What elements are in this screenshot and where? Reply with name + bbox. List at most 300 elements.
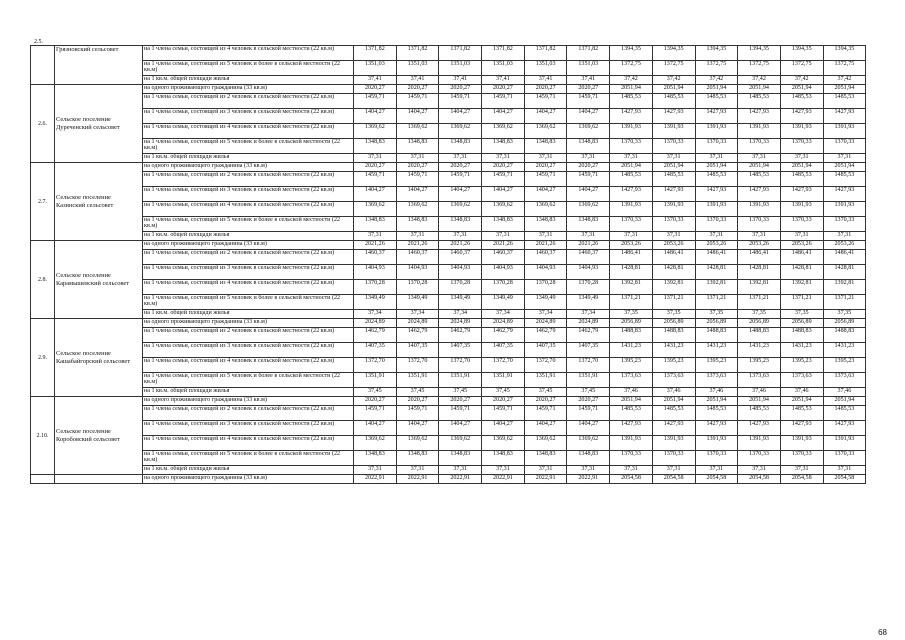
value-cell: 1392,81 xyxy=(780,280,823,295)
category-cell: на 1 члена семьи, состоящей из 5 человек и более в сельской местности (22 кв.м) xyxy=(143,295,354,310)
value-cell: 1404,27 xyxy=(524,187,567,202)
table-row xyxy=(31,250,866,265)
value-cell: 1348,83 xyxy=(482,217,525,232)
value-cell: 37,41 xyxy=(482,76,525,85)
value-cell: 2051,94 xyxy=(610,85,653,94)
value-cell: 1370,33 xyxy=(610,217,653,232)
value-cell: 1427,93 xyxy=(780,187,823,202)
value-cell: 37,42 xyxy=(652,76,695,85)
value-cell: 1369,62 xyxy=(567,202,610,217)
value-cell: 1407,35 xyxy=(354,343,397,358)
value-cell: 1460,37 xyxy=(524,250,567,265)
value-cell: 1349,49 xyxy=(482,295,525,310)
value-cell: 37,45 xyxy=(567,388,610,397)
value-cell: 1391,93 xyxy=(695,124,738,139)
section-number: 2.10. xyxy=(31,397,55,475)
value-cell: 2024,89 xyxy=(524,319,567,328)
table-row xyxy=(31,421,866,436)
value-cell: 1404,93 xyxy=(567,265,610,280)
value-cell: 1391,93 xyxy=(780,436,823,451)
table-row xyxy=(31,397,866,406)
value-cell: 37,31 xyxy=(482,232,525,241)
value-cell: 1351,03 xyxy=(396,61,439,76)
value-cell: 1404,93 xyxy=(524,265,567,280)
table-row xyxy=(31,94,866,109)
value-cell: 1404,93 xyxy=(354,265,397,280)
value-cell: 1351,91 xyxy=(439,373,482,388)
value-cell: 2020,27 xyxy=(482,163,525,172)
value-cell: 1348,83 xyxy=(567,217,610,232)
value-cell: 1348,83 xyxy=(439,217,482,232)
value-cell: 2021,26 xyxy=(524,241,567,250)
value-cell: 1460,37 xyxy=(439,250,482,265)
value-cell: 1349,49 xyxy=(524,295,567,310)
value-cell: 37,42 xyxy=(738,76,781,85)
value-cell: 1369,62 xyxy=(396,436,439,451)
table-row xyxy=(31,343,866,358)
value-cell: 1459,71 xyxy=(396,172,439,187)
category-cell: на 1 кв.м. общей площади жилья xyxy=(143,310,354,319)
value-cell: 2051,94 xyxy=(652,85,695,94)
table-row xyxy=(31,406,866,421)
value-cell: 1431,23 xyxy=(610,343,653,358)
value-cell: 1462,79 xyxy=(354,328,397,343)
table-row xyxy=(31,61,866,76)
settlement-name: Сельское поселение Коробовский сельсовет xyxy=(55,397,143,475)
table-row xyxy=(31,187,866,202)
value-cell: 1427,93 xyxy=(823,109,866,124)
value-cell: 1486,41 xyxy=(823,250,866,265)
value-cell: 1431,23 xyxy=(823,343,866,358)
value-cell: 2021,26 xyxy=(354,241,397,250)
value-cell: 37,34 xyxy=(396,310,439,319)
value-cell: 1371,21 xyxy=(823,295,866,310)
table-row xyxy=(31,172,866,187)
value-cell: 2022,91 xyxy=(396,475,439,484)
value-cell: 1369,62 xyxy=(354,436,397,451)
value-cell: 1369,62 xyxy=(482,124,525,139)
table-row xyxy=(31,310,866,319)
value-cell: 1349,49 xyxy=(567,295,610,310)
value-cell: 1404,27 xyxy=(567,421,610,436)
value-cell: 1404,27 xyxy=(439,187,482,202)
value-cell: 1348,83 xyxy=(439,451,482,466)
value-cell: 1351,91 xyxy=(354,373,397,388)
value-cell: 2022,91 xyxy=(354,475,397,484)
category-cell: на 1 кв.м. общей площади жилья xyxy=(143,76,354,85)
category-cell: на 1 члена семьи, состоящей из 3 человек в сельской местности (22 кв.м) xyxy=(143,265,354,280)
value-cell: 1488,83 xyxy=(823,328,866,343)
category-cell: на 1 члена семьи, состоящей из 4 человек в сельской местности (22 кв.м) xyxy=(143,436,354,451)
value-cell: 1348,83 xyxy=(396,139,439,154)
category-cell: на 1 члена семьи, состоящей из 5 человек и более в сельской местности (22 кв.м) xyxy=(143,139,354,154)
value-cell: 37,31 xyxy=(610,154,653,163)
value-cell: 1486,41 xyxy=(738,250,781,265)
value-cell: 1369,62 xyxy=(482,436,525,451)
category-cell: на 1 кв.м. общей площади жилья xyxy=(143,232,354,241)
settlement-name xyxy=(55,475,143,484)
value-cell: 1459,71 xyxy=(439,406,482,421)
category-cell: на 1 члена семьи, состоящей из 2 человек в сельской местности (22 кв.м) xyxy=(143,406,354,421)
value-cell: 37,45 xyxy=(439,388,482,397)
value-cell: 2020,27 xyxy=(524,85,567,94)
value-cell: 1462,79 xyxy=(439,328,482,343)
value-cell: 1394,35 xyxy=(610,46,653,61)
value-cell: 37,31 xyxy=(524,466,567,475)
value-cell: 2020,27 xyxy=(396,397,439,406)
value-cell: 1485,53 xyxy=(780,406,823,421)
value-cell: 1372,70 xyxy=(482,358,525,373)
value-cell: 1404,27 xyxy=(567,109,610,124)
value-cell: 1369,62 xyxy=(567,436,610,451)
value-cell: 1369,62 xyxy=(396,202,439,217)
category-cell: на одного проживающего гражданина (33 кв.м) xyxy=(143,397,354,406)
value-cell: 1486,41 xyxy=(780,250,823,265)
value-cell: 1459,71 xyxy=(439,172,482,187)
value-cell: 1370,28 xyxy=(482,280,525,295)
value-cell: 1459,71 xyxy=(524,172,567,187)
value-cell: 2020,27 xyxy=(524,397,567,406)
value-cell: 1427,93 xyxy=(652,421,695,436)
category-cell: на 1 члена семьи, состоящей из 5 человек и более в сельской местности (22 кв.м) xyxy=(143,217,354,232)
value-cell: 1370,33 xyxy=(823,217,866,232)
value-cell: 1370,33 xyxy=(780,451,823,466)
value-cell: 2022,91 xyxy=(439,475,482,484)
category-cell: на 1 члена семьи, состоящей из 2 человек в сельской местности (22 кв.м) xyxy=(143,94,354,109)
value-cell: 1370,33 xyxy=(652,217,695,232)
value-cell: 2051,94 xyxy=(738,85,781,94)
category-cell: на 1 члена семьи, состоящей из 5 человек и более в сельской местности (22 кв.м) xyxy=(143,451,354,466)
table-row xyxy=(31,475,866,484)
value-cell: 1460,37 xyxy=(354,250,397,265)
value-cell: 1459,71 xyxy=(354,172,397,187)
value-cell: 1391,93 xyxy=(695,436,738,451)
value-cell: 37,31 xyxy=(738,466,781,475)
value-cell: 1370,33 xyxy=(610,451,653,466)
value-cell: 2051,94 xyxy=(780,397,823,406)
category-cell: на 1 члена семьи, состоящей из 5 человек и более в сельской местности (22 кв.м) xyxy=(143,373,354,388)
value-cell: 37,31 xyxy=(567,154,610,163)
value-cell: 1485,53 xyxy=(780,94,823,109)
settlement-name: Сельское поселение Кашабайгорский сельсовет xyxy=(55,319,143,397)
table-row xyxy=(31,85,866,94)
value-cell: 37,31 xyxy=(652,154,695,163)
value-cell: 1459,71 xyxy=(567,172,610,187)
value-cell: 37,31 xyxy=(652,232,695,241)
value-cell: 37,35 xyxy=(652,310,695,319)
value-cell: 1428,81 xyxy=(695,265,738,280)
value-cell: 1428,81 xyxy=(738,265,781,280)
value-cell: 1369,62 xyxy=(524,202,567,217)
value-cell: 1427,93 xyxy=(652,109,695,124)
value-cell: 1371,82 xyxy=(524,46,567,61)
value-cell: 1348,83 xyxy=(396,451,439,466)
value-cell: 1485,53 xyxy=(738,172,781,187)
settlement-name: Сельское поселение Дуреченский сельсовет xyxy=(55,85,143,163)
value-cell: 1371,82 xyxy=(354,46,397,61)
value-cell: 1369,62 xyxy=(524,124,567,139)
value-cell: 1370,28 xyxy=(354,280,397,295)
value-cell: 37,45 xyxy=(524,388,567,397)
value-cell: 1348,83 xyxy=(439,139,482,154)
value-cell: 37,46 xyxy=(695,388,738,397)
value-cell: 1427,93 xyxy=(780,421,823,436)
value-cell: 37,42 xyxy=(823,76,866,85)
value-cell: 1459,71 xyxy=(482,94,525,109)
value-cell: 37,31 xyxy=(396,466,439,475)
value-cell: 1351,91 xyxy=(567,373,610,388)
value-cell: 1485,53 xyxy=(823,94,866,109)
value-cell: 37,45 xyxy=(482,388,525,397)
value-cell: 2020,27 xyxy=(354,397,397,406)
value-cell: 1404,27 xyxy=(439,421,482,436)
value-cell: 37,46 xyxy=(823,388,866,397)
value-cell: 1369,62 xyxy=(354,202,397,217)
settlement-name: Сельское поселение Казинский сельсовет xyxy=(55,163,143,241)
value-cell: 1370,28 xyxy=(439,280,482,295)
table-row xyxy=(31,232,866,241)
value-cell: 1348,83 xyxy=(524,451,567,466)
category-cell: на 1 члена семьи, состоящей из 2 человек в сельской местности (22 кв.м) xyxy=(143,250,354,265)
value-cell: 37,31 xyxy=(524,232,567,241)
value-cell: 1394,35 xyxy=(738,46,781,61)
table-row xyxy=(31,280,866,295)
value-cell: 2054,58 xyxy=(738,475,781,484)
value-cell: 1392,81 xyxy=(738,280,781,295)
value-cell: 1427,93 xyxy=(610,187,653,202)
table-row xyxy=(31,319,866,328)
value-cell: 1391,93 xyxy=(780,124,823,139)
section-number: 2.8. xyxy=(31,241,55,319)
value-cell: 2054,58 xyxy=(780,475,823,484)
value-cell: 2053,26 xyxy=(610,241,653,250)
value-cell: 1407,35 xyxy=(567,343,610,358)
value-cell: 1391,93 xyxy=(823,436,866,451)
table-row xyxy=(31,265,866,280)
value-cell: 1371,82 xyxy=(567,46,610,61)
value-cell: 2020,27 xyxy=(439,85,482,94)
value-cell: 1351,91 xyxy=(482,373,525,388)
value-cell: 1371,21 xyxy=(652,295,695,310)
table-row xyxy=(31,109,866,124)
value-cell: 1370,33 xyxy=(695,217,738,232)
value-cell: 1369,62 xyxy=(439,202,482,217)
value-cell: 1427,93 xyxy=(695,421,738,436)
value-cell: 1348,83 xyxy=(567,139,610,154)
value-cell: 1459,71 xyxy=(439,94,482,109)
value-cell: 1369,62 xyxy=(482,202,525,217)
value-cell: 1485,53 xyxy=(823,406,866,421)
value-cell: 37,46 xyxy=(780,388,823,397)
value-cell: 1427,93 xyxy=(695,109,738,124)
value-cell: 1370,33 xyxy=(780,139,823,154)
table-row xyxy=(31,436,866,451)
category-cell: на 1 члена семьи, состоящей из 3 человек в сельской местности (22 кв.м) xyxy=(143,109,354,124)
value-cell: 1427,93 xyxy=(738,187,781,202)
table-row xyxy=(31,241,866,250)
value-cell: 1428,81 xyxy=(652,265,695,280)
value-cell: 1371,82 xyxy=(396,46,439,61)
value-cell: 2022,91 xyxy=(482,475,525,484)
section-number: 2.9. xyxy=(31,319,55,397)
value-cell: 1391,93 xyxy=(738,436,781,451)
category-cell: на 1 члена семьи, состоящей из 3 человек в сельской местности (22 кв.м) xyxy=(143,187,354,202)
category-cell: на одного проживающего гражданина (33 кв.м) xyxy=(143,163,354,172)
value-cell: 37,31 xyxy=(396,154,439,163)
value-cell: 1372,75 xyxy=(610,61,653,76)
value-cell: 37,31 xyxy=(695,232,738,241)
table-row xyxy=(31,388,866,397)
value-cell: 2051,94 xyxy=(695,397,738,406)
table-row xyxy=(31,124,866,139)
value-cell: 2051,94 xyxy=(610,163,653,172)
table-row xyxy=(31,202,866,217)
value-cell: 1488,83 xyxy=(610,328,653,343)
table-row xyxy=(31,358,866,373)
value-cell: 2021,26 xyxy=(396,241,439,250)
value-cell: 1371,21 xyxy=(738,295,781,310)
value-cell: 1370,33 xyxy=(823,451,866,466)
value-cell: 1370,28 xyxy=(567,280,610,295)
value-cell: 1391,93 xyxy=(610,436,653,451)
value-cell: 2051,94 xyxy=(823,163,866,172)
value-cell: 1488,83 xyxy=(695,328,738,343)
value-cell: 2020,27 xyxy=(567,85,610,94)
value-cell: 1370,33 xyxy=(738,139,781,154)
category-cell: на 1 кв.м. общей площади жилья xyxy=(143,388,354,397)
value-cell: 1369,62 xyxy=(439,124,482,139)
value-cell: 1372,70 xyxy=(354,358,397,373)
value-cell: 2051,94 xyxy=(738,163,781,172)
value-cell: 1372,75 xyxy=(695,61,738,76)
table-row xyxy=(31,163,866,172)
value-cell: 1370,33 xyxy=(780,217,823,232)
value-cell: 37,35 xyxy=(780,310,823,319)
category-cell: на 1 члена семьи, состоящей из 2 человек в сельской местности (22 кв.м) xyxy=(143,328,354,343)
value-cell: 2051,94 xyxy=(695,163,738,172)
value-cell: 2024,89 xyxy=(396,319,439,328)
value-cell: 37,31 xyxy=(823,154,866,163)
value-cell: 1370,33 xyxy=(738,217,781,232)
value-cell: 37,35 xyxy=(610,310,653,319)
value-cell: 1428,81 xyxy=(610,265,653,280)
value-cell: 1427,93 xyxy=(780,109,823,124)
table-row xyxy=(31,466,866,475)
value-cell: 1485,53 xyxy=(738,406,781,421)
value-cell: 2051,94 xyxy=(610,397,653,406)
value-cell: 1371,21 xyxy=(610,295,653,310)
value-cell: 1485,53 xyxy=(695,94,738,109)
value-cell: 1370,33 xyxy=(738,451,781,466)
category-cell: на одного проживающего гражданина (33 кв.м) xyxy=(143,475,354,484)
value-cell: 1370,33 xyxy=(695,139,738,154)
value-cell: 1369,62 xyxy=(567,124,610,139)
table-row xyxy=(31,328,866,343)
value-cell: 1372,70 xyxy=(439,358,482,373)
value-cell: 1459,71 xyxy=(482,172,525,187)
value-cell: 1407,35 xyxy=(439,343,482,358)
value-cell: 37,46 xyxy=(610,388,653,397)
value-cell: 2020,27 xyxy=(567,397,610,406)
value-cell: 1348,83 xyxy=(396,217,439,232)
value-cell: 1391,93 xyxy=(738,202,781,217)
value-cell: 2020,27 xyxy=(567,163,610,172)
value-cell: 1372,75 xyxy=(780,61,823,76)
value-cell: 37,31 xyxy=(439,154,482,163)
value-cell: 1427,93 xyxy=(652,187,695,202)
value-cell: 1462,79 xyxy=(396,328,439,343)
value-cell: 2022,91 xyxy=(567,475,610,484)
value-cell: 2020,27 xyxy=(439,163,482,172)
table-row xyxy=(31,154,866,163)
value-cell: 37,31 xyxy=(396,232,439,241)
value-cell: 37,45 xyxy=(396,388,439,397)
value-cell: 2020,27 xyxy=(524,163,567,172)
value-cell: 1459,71 xyxy=(396,94,439,109)
value-cell: 1404,93 xyxy=(482,265,525,280)
value-cell: 37,31 xyxy=(354,232,397,241)
value-cell: 37,31 xyxy=(780,232,823,241)
value-cell: 2051,94 xyxy=(780,85,823,94)
value-cell: 1348,83 xyxy=(524,139,567,154)
value-cell: 1404,27 xyxy=(439,109,482,124)
value-cell: 37,41 xyxy=(396,76,439,85)
table-row xyxy=(31,217,866,232)
value-cell: 1460,37 xyxy=(482,250,525,265)
value-cell: 1404,27 xyxy=(396,421,439,436)
value-cell: 1391,93 xyxy=(652,202,695,217)
value-cell: 2051,94 xyxy=(780,163,823,172)
value-cell: 1392,81 xyxy=(823,280,866,295)
value-cell: 1394,35 xyxy=(780,46,823,61)
value-cell: 1348,83 xyxy=(354,451,397,466)
settlement-name: Сельское поселение Карамышевский сельсовет xyxy=(55,241,143,319)
value-cell: 1392,81 xyxy=(610,280,653,295)
value-cell: 1351,03 xyxy=(567,61,610,76)
value-cell: 1404,27 xyxy=(482,421,525,436)
value-cell: 37,31 xyxy=(610,232,653,241)
value-cell: 1351,03 xyxy=(482,61,525,76)
value-cell: 1348,83 xyxy=(482,139,525,154)
value-cell: 37,31 xyxy=(695,154,738,163)
section-number xyxy=(31,475,55,484)
category-cell: на 1 члена семьи, состоящей из 3 человек в сельской местности (22 кв.м) xyxy=(143,343,354,358)
value-cell: 2056,89 xyxy=(738,319,781,328)
value-cell: 1427,93 xyxy=(610,421,653,436)
value-cell: 37,31 xyxy=(823,466,866,475)
value-cell: 1486,41 xyxy=(652,250,695,265)
value-cell: 1404,93 xyxy=(439,265,482,280)
value-cell: 1459,71 xyxy=(354,94,397,109)
value-cell: 2020,27 xyxy=(396,163,439,172)
value-cell: 2053,26 xyxy=(738,241,781,250)
value-cell: 37,31 xyxy=(524,154,567,163)
value-cell: 1370,28 xyxy=(396,280,439,295)
value-cell: 1369,62 xyxy=(396,124,439,139)
value-cell: 1373,63 xyxy=(652,373,695,388)
value-cell: 1371,82 xyxy=(482,46,525,61)
category-cell: на 1 члена семьи, состоящей из 5 человек и более в сельской местности (22 кв.м) xyxy=(143,61,354,76)
category-cell: на 1 члена семьи, состоящей из 4 человек в сельской местности (22 кв.м) xyxy=(143,202,354,217)
value-cell: 1485,53 xyxy=(610,406,653,421)
category-cell: на одного проживающего гражданина (33 кв.м) xyxy=(143,319,354,328)
value-cell: 1404,27 xyxy=(482,109,525,124)
value-cell: 1485,53 xyxy=(695,172,738,187)
value-cell: 37,31 xyxy=(738,232,781,241)
value-cell: 1485,53 xyxy=(652,406,695,421)
value-cell: 1391,93 xyxy=(695,202,738,217)
value-cell: 37,35 xyxy=(695,310,738,319)
